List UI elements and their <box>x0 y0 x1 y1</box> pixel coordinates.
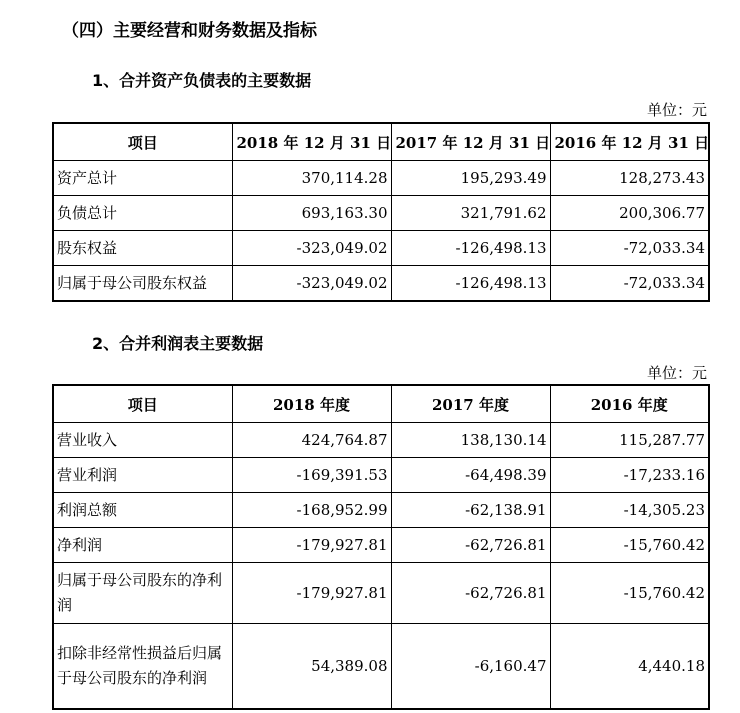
row-label: 利润总额 <box>53 493 232 528</box>
column-header: 2018 年 12 月 31 日 <box>232 123 391 161</box>
cell-value: 4,440.18 <box>550 624 709 710</box>
row-label: 净利润 <box>53 528 232 563</box>
cell-value: 321,791.62 <box>391 196 550 231</box>
cell-value: -17,233.16 <box>550 458 709 493</box>
cell-value: 370,114.28 <box>232 161 391 196</box>
row-label: 归属于母公司股东的净利润 <box>53 563 232 624</box>
cell-value: 200,306.77 <box>550 196 709 231</box>
table-header-row <box>53 385 709 423</box>
cell-value: -179,927.81 <box>232 563 391 624</box>
cell-value: -168,952.99 <box>232 493 391 528</box>
cell-value: -64,498.39 <box>391 458 550 493</box>
column-header: 2018 年度 <box>232 385 391 423</box>
cell-value: 115,287.77 <box>550 423 709 458</box>
cell-value: 693,163.30 <box>232 196 391 231</box>
column-header: 2017 年度 <box>391 385 550 423</box>
cell-value: -62,138.91 <box>391 493 550 528</box>
cell-value: -15,760.42 <box>550 563 709 624</box>
cell-value: -14,305.23 <box>550 493 709 528</box>
row-label: 营业利润 <box>53 458 232 493</box>
row-label: 归属于母公司股东权益 <box>53 266 232 302</box>
cell-value: 128,273.43 <box>550 161 709 196</box>
column-header: 2016 年度 <box>550 385 709 423</box>
income-statement-unit: 单位：元 <box>646 364 707 382</box>
balance-sheet-title: 1、合并资产负债表的主要数据 <box>92 71 312 90</box>
cell-value: -179,927.81 <box>232 528 391 563</box>
cell-value: -62,726.81 <box>391 528 550 563</box>
row-label: 资产总计 <box>53 161 232 196</box>
income-statement-title: 2、合并利润表主要数据 <box>92 334 264 353</box>
table-row <box>53 161 709 196</box>
table-row <box>53 423 709 458</box>
cell-value: 138,130.14 <box>391 423 550 458</box>
cell-value: -126,498.13 <box>391 266 550 302</box>
table-row <box>53 563 709 624</box>
column-header: 2016 年 12 月 31 日 <box>550 123 709 161</box>
row-label: 股东权益 <box>53 231 232 266</box>
cell-value: -323,049.02 <box>232 231 391 266</box>
cell-value: -15,760.42 <box>550 528 709 563</box>
row-label: 扣除非经常性损益后归属于母公司股东的净利润 <box>53 624 232 710</box>
cell-value: -72,033.34 <box>550 231 709 266</box>
table-row <box>53 528 709 563</box>
table-row <box>53 458 709 493</box>
table-row <box>53 196 709 231</box>
column-header: 项目 <box>53 385 232 423</box>
row-label: 营业收入 <box>53 423 232 458</box>
cell-value: 424,764.87 <box>232 423 391 458</box>
table-row <box>53 493 709 528</box>
table-row <box>53 231 709 266</box>
column-header: 2017 年 12 月 31 日 <box>391 123 550 161</box>
cell-value: -62,726.81 <box>391 563 550 624</box>
income-statement-table <box>52 384 710 710</box>
table-row <box>53 624 709 710</box>
column-header: 项目 <box>53 123 232 161</box>
cell-value: -72,033.34 <box>550 266 709 302</box>
cell-value: -323,049.02 <box>232 266 391 302</box>
balance-sheet-unit: 单位：元 <box>646 101 707 119</box>
cell-value: -6,160.47 <box>391 624 550 710</box>
row-label: 负债总计 <box>53 196 232 231</box>
cell-value: -126,498.13 <box>391 231 550 266</box>
balance-sheet-table <box>52 122 710 302</box>
section-heading: （四）主要经营和财务数据及指标 <box>62 21 317 41</box>
table-row <box>53 266 709 302</box>
cell-value: 195,293.49 <box>391 161 550 196</box>
cell-value: -169,391.53 <box>232 458 391 493</box>
cell-value: 54,389.08 <box>232 624 391 710</box>
table-header-row <box>53 123 709 161</box>
